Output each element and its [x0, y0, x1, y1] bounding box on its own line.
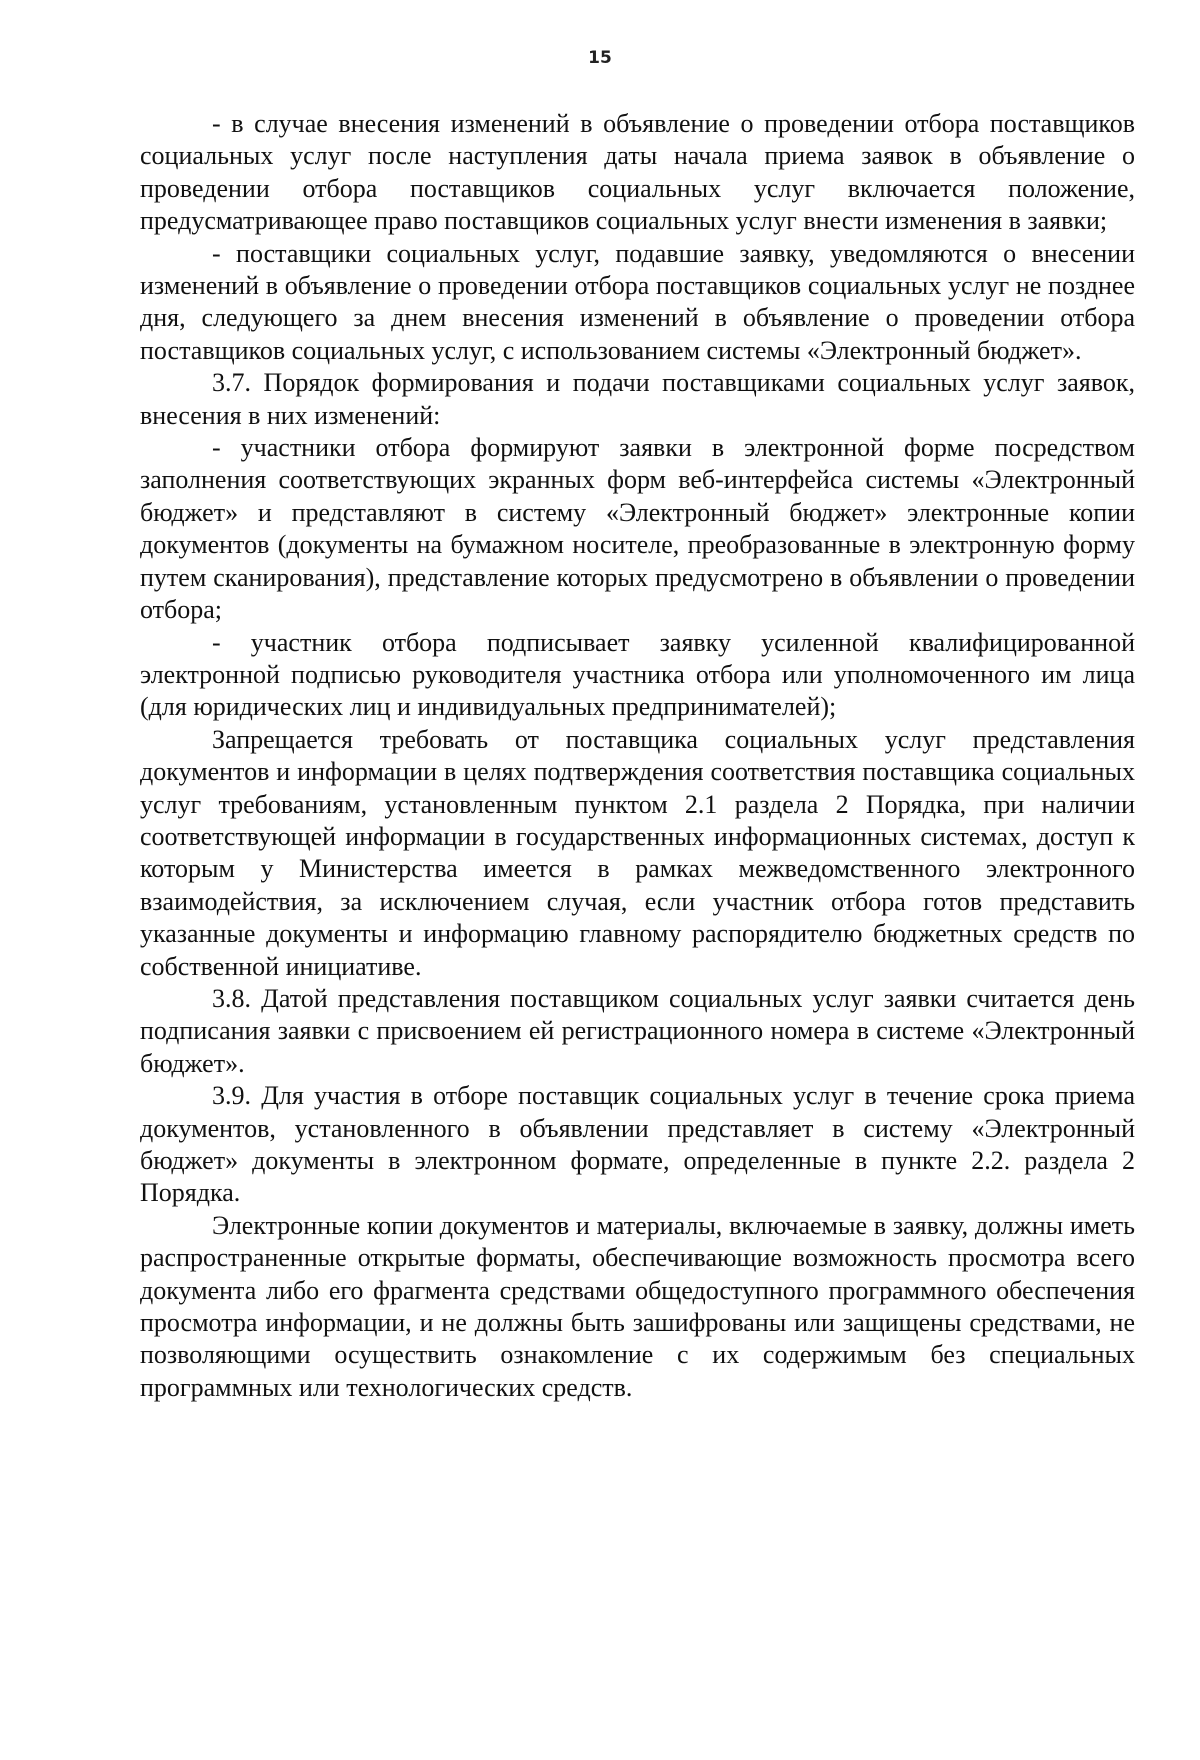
paragraph-signing-application: - участник отбора подписывает заявку усиленной квалифицированной электронной подписью руководителя участника отбора или уполномоченного им лица (для юридических лиц и индивидуальных предпринимателей); [140, 627, 1135, 722]
document-body [140, 108, 1135, 1404]
paragraph-prohibition: Запрещается требовать от поставщика социальных услуг представления документов и информации в целях подтверждения соответствия поставщика социальных услуг требованиям, установленным пунктом 2.1 раздела 2 Порядка, при наличии соответствующей информации в государственных информационных системах, доступ к которым у Министерства имеется в рамках межведомственного электронного взаимодействия, за исключением случая, если участник отбора готов представить указанные документы и информацию главному распорядителю бюджетных средств по собственной инициативе. [140, 724, 1135, 981]
paragraph-notification-of-changes: - поставщики социальных услуг, подавшие заявку, уведомляются о внесении изменений в объявление о проведении отбора поставщиков социальных услуг не позднее дня, следующего за днем внесения изменений в объявление о проведении отбора поставщиков социальных услуг, с использованием системы «Электронный бюджет». [140, 238, 1135, 365]
paragraph-forming-applications: - участники отбора формируют заявки в электронной форме посредством заполнения соответствующих экранных форм веб-интерфейса системы «Электронный бюджет» и представляют в систему «Электронный бюджет» электронные копии документов (документы на бумажном носителе, преобразованные в электронную форму путем сканирования), представление которых предусмотрено в объявлении о проведении отбора; [140, 433, 1135, 625]
paragraph-changes-in-announcement: - в случае внесения изменений в объявление о проведении отбора поставщиков социальных услуг после наступления даты начала приема заявок в объявление о проведении отбора поставщиков социальных услуг включается положение, предусматривающее право поставщиков социальных услуг внести изменения в заявки; [140, 109, 1135, 236]
paragraph-section-3-8: 3.8. Датой представления поставщиком социальных услуг заявки считается день подписания заявки с присвоением ей регистрационного номера в системе «Электронный бюджет». [140, 983, 1135, 1078]
paragraph-electronic-copies: Электронные копии документов и материалы, включаемые в заявку, должны иметь распространенные открытые форматы, обеспечивающие возможность просмотра всего документа либо его фрагмента средствами общедоступного программного обеспечения просмотра информации, и не должны быть зашифрованы или защищены средствами, не позволяющими осуществить ознакомление с их содержимым без специальных программных или технологических средств. [140, 1210, 1135, 1402]
page-number: 15 [588, 48, 612, 68]
paragraph-section-3-7: 3.7. Порядок формирования и подачи поставщиками социальных услуг заявок, внесения в них изменений: [140, 368, 1135, 430]
paragraph-section-3-9: 3.9. Для участия в отборе поставщик социальных услуг в течение срока приема документов, установленного в объявлении представляет в систему «Электронный бюджет» документы в электронном формате, определенные в пункте 2.2. раздела 2 Порядка. [140, 1081, 1135, 1208]
